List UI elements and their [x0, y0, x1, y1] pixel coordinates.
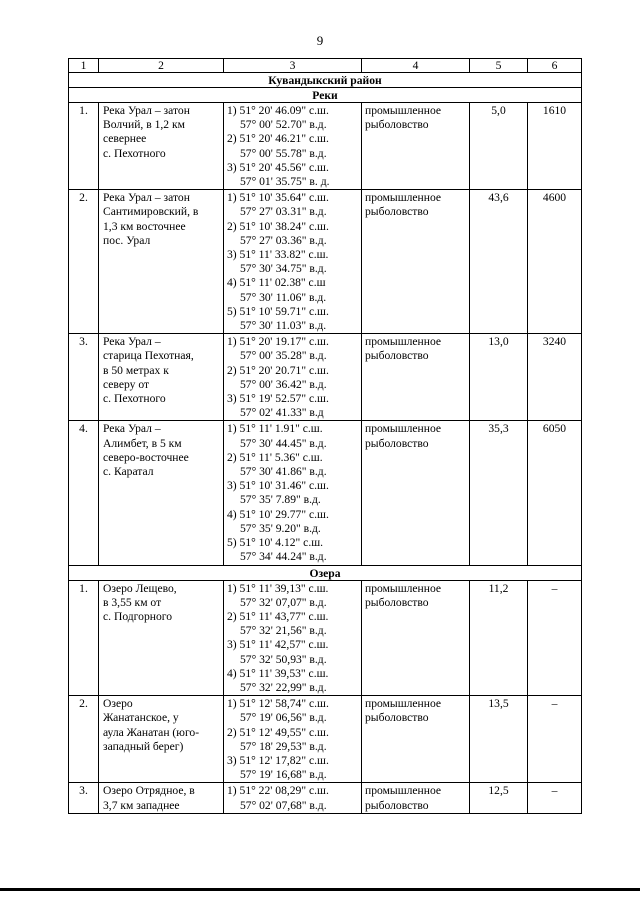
section-title: Озера [69, 565, 582, 580]
coord-latitude: 3) 51° 10' 31.46" с.ш. [227, 479, 329, 493]
name-line: северу от [103, 377, 150, 391]
coord-latitude: 3) 51° 12' 17,82" с.ш. [227, 753, 329, 767]
coord-longitude: 57° 18' 29,53" в.д. [240, 739, 327, 753]
coord-longitude: 57° 00' 52.70" в.д. [240, 118, 327, 132]
coord-longitude: 57° 35' 7.89" в.д. [240, 493, 321, 507]
name-line: Озеро Отрядное, в [103, 784, 195, 798]
name-line: с. Каратал [103, 465, 154, 479]
coordinates [224, 696, 362, 783]
table-row [69, 580, 582, 696]
row-number: 3. [69, 783, 99, 813]
coord-latitude: 2) 51° 20' 20.71" с.ш. [227, 363, 329, 377]
table-row [69, 190, 582, 334]
coord-latitude: 2) 51° 11' 43,77" с.ш. [227, 609, 329, 623]
coord-latitude: 3) 51° 19' 52.57" с.ш. [227, 392, 329, 406]
coord-latitude: 3) 51° 11' 42,57" с.ш. [227, 638, 329, 652]
purpose-line: рыболовство [365, 205, 429, 219]
name-line: Сантимировский, в [103, 205, 199, 219]
purpose-line: рыболовство [365, 118, 429, 132]
purpose [362, 103, 470, 190]
area-value: 13,5 [470, 696, 528, 783]
coord-latitude: 1) 51° 11' 39,13" с.ш. [227, 581, 329, 595]
table-row [69, 103, 582, 190]
coord-longitude: 57° 34' 44.24" в.д. [240, 550, 327, 564]
purpose-line: промышленное [365, 104, 442, 117]
catch-value: – [528, 696, 582, 783]
name-line: 1,3 км восточнее [103, 219, 186, 233]
column-header: 2 [99, 59, 224, 73]
table-row [69, 334, 582, 421]
coord-latitude: 2) 51° 10' 38.24" с.ш. [227, 219, 329, 233]
purpose-line: рыболовство [365, 711, 429, 725]
area-value: 43,6 [470, 190, 528, 334]
coord-latitude: 4) 51° 11' 39,53" с.ш. [227, 666, 329, 680]
name-line: с. Пехотного [103, 146, 166, 160]
coord-longitude: 57° 19' 16,68" в.д. [240, 768, 327, 782]
name-line: Река Урал – затон [103, 191, 190, 205]
name-line: Река Урал – [103, 335, 161, 349]
coord-longitude: 57° 00' 35.28" в.д. [240, 349, 327, 363]
purpose-line: промышленное [365, 422, 442, 436]
coord-latitude: 4) 51° 11' 02.38" с.ш [227, 276, 326, 290]
coord-latitude: 1) 51° 12' 58,74" с.ш. [227, 697, 329, 711]
purpose-line: промышленное [365, 191, 442, 205]
coord-latitude: 2) 51° 20' 46.21" с.ш. [227, 132, 329, 146]
coord-longitude: 57° 27' 03.36" в.д. [240, 233, 327, 247]
district-title: Кувандыкский район [69, 73, 582, 88]
bottom-rule [0, 888, 640, 891]
coord-longitude: 57° 32' 21,56" в.д. [240, 624, 327, 638]
coord-latitude: 3) 51° 11' 33.82" с.ш. [227, 248, 329, 262]
purpose [362, 580, 470, 696]
area-value: 12,5 [470, 783, 528, 813]
coord-longitude: 57° 00' 55.78" в.д. [240, 146, 327, 160]
coord-longitude: 57° 00' 36.42" в.д. [240, 377, 327, 391]
water-body-name [99, 334, 224, 421]
purpose [362, 421, 470, 565]
purpose [362, 334, 470, 421]
coord-longitude: 57° 30' 11.06" в.д. [240, 290, 327, 304]
coord-latitude: 1) 51° 11' 1.91" с.ш. [227, 422, 323, 436]
purpose [362, 190, 470, 334]
name-line: Река Урал – [103, 422, 161, 436]
row-number: 1. [69, 580, 99, 696]
coord-latitude: 1) 51° 20' 19.17" с.ш. [227, 335, 329, 349]
coord-longitude: 57° 30' 41.86" в.д. [240, 465, 327, 479]
name-line: Алимбет, в 5 км [103, 436, 182, 450]
coord-longitude: 57° 27' 03.31" в.д. [240, 205, 327, 219]
coord-longitude: 57° 02' 41.33" в.д [240, 406, 324, 420]
coord-latitude: 5) 51° 10' 4.12" с.ш. [227, 536, 324, 550]
coordinates [224, 190, 362, 334]
area-value: 13,0 [470, 334, 528, 421]
water-body-name [99, 696, 224, 783]
purpose-line: промышленное [365, 697, 442, 711]
name-line: Река Урал – затон [103, 104, 190, 117]
coord-latitude: 1) 51° 22' 08,29" с.ш. [227, 784, 329, 798]
coord-longitude: 57° 32' 07,07" в.д. [240, 595, 327, 609]
water-body-name [99, 190, 224, 334]
purpose-line: промышленное [365, 581, 442, 595]
coord-latitude: 4) 51° 10' 29.77" с.ш. [227, 507, 329, 521]
coord-longitude: 57° 02' 07,68" в.д. [240, 798, 327, 812]
row-number: 2. [69, 696, 99, 783]
row-number: 1. [69, 103, 99, 190]
name-line: в 3,55 км от [103, 595, 162, 609]
column-header-row [69, 59, 582, 73]
section-row [69, 88, 582, 103]
name-line: 3,7 км западнее [103, 798, 180, 812]
name-line: Волчий, в 1,2 км [103, 118, 185, 132]
name-line: Озеро Лещево, [103, 581, 177, 595]
page-number: 9 [316, 33, 324, 48]
coord-latitude: 3) 51° 20' 45.56" с.ш. [227, 160, 329, 174]
purpose [362, 783, 470, 813]
catch-value: 3240 [528, 334, 582, 421]
coord-longitude: 57° 32' 22,99" в.д. [240, 680, 327, 694]
area-value: 11,2 [470, 580, 528, 696]
coord-latitude: 2) 51° 11' 5.36" с.ш. [227, 450, 323, 464]
name-line: старица Пехотная, [103, 349, 194, 363]
water-body-name [99, 580, 224, 696]
purpose-line: рыболовство [365, 798, 429, 812]
name-line: Жанатанское, у [103, 711, 179, 725]
catch-value: 6050 [528, 421, 582, 565]
name-line: в 50 метрах к [103, 363, 169, 377]
coord-longitude: 57° 30' 44.45" в.д. [240, 436, 327, 450]
purpose-line: рыболовство [365, 595, 429, 609]
name-line: севернее [103, 132, 147, 146]
catch-value: 1610 [528, 103, 582, 190]
purpose-line: рыболовство [365, 349, 429, 363]
coordinates [224, 103, 362, 190]
purpose [362, 696, 470, 783]
name-line: Озеро [103, 697, 133, 711]
coordinates [224, 580, 362, 696]
catch-value: 4600 [528, 190, 582, 334]
table-row [69, 696, 582, 783]
purpose-line: промышленное [365, 784, 442, 798]
row-number: 2. [69, 190, 99, 334]
coord-latitude: 1) 51° 20' 46.09" с.ш. [227, 104, 329, 117]
name-line: пос. Урал [103, 233, 151, 247]
purpose-line: промышленное [365, 335, 442, 349]
coord-longitude: 57° 35' 9.20" в.д. [240, 521, 321, 535]
name-line: с. Пехотного [103, 392, 166, 406]
column-header: 4 [362, 59, 470, 73]
column-header: 5 [470, 59, 528, 73]
area-value: 5,0 [470, 103, 528, 190]
coord-latitude: 5) 51° 10' 59.71" с.ш. [227, 304, 329, 318]
coord-longitude: 57° 30' 11.03" в.д. [240, 319, 327, 333]
name-line: аула Жанатан (юго- [103, 725, 200, 739]
water-body-name [99, 421, 224, 565]
coord-latitude: 1) 51° 10' 35.64" с.ш. [227, 191, 329, 205]
coordinates [224, 334, 362, 421]
name-line: северо-восточнее [103, 450, 189, 464]
catch-value: – [528, 580, 582, 696]
coord-longitude: 57° 32' 50,93" в.д. [240, 652, 327, 666]
column-header: 1 [69, 59, 99, 73]
column-header: 3 [224, 59, 362, 73]
row-number: 4. [69, 421, 99, 565]
fishing-areas-table [68, 58, 582, 814]
catch-value: – [528, 783, 582, 813]
coordinates [224, 421, 362, 565]
section-title: Реки [69, 88, 582, 103]
section-row [69, 565, 582, 580]
table-row [69, 421, 582, 565]
water-body-name [99, 783, 224, 813]
name-line: западный берег) [103, 739, 184, 753]
table-row [69, 783, 582, 813]
row-number: 3. [69, 334, 99, 421]
area-value: 35,3 [470, 421, 528, 565]
name-line: с. Подгорного [103, 609, 173, 623]
coordinates [224, 783, 362, 813]
coord-longitude: 57° 19' 06,56" в.д. [240, 711, 327, 725]
purpose-line: рыболовство [365, 436, 429, 450]
coord-latitude: 2) 51° 12' 49,55" с.ш. [227, 725, 329, 739]
district-row [69, 73, 582, 88]
coord-longitude: 57° 01' 35.75" в. д. [240, 175, 330, 189]
column-header: 6 [528, 59, 582, 73]
coord-longitude: 57° 30' 34.75" в.д. [240, 262, 327, 276]
water-body-name [99, 103, 224, 190]
